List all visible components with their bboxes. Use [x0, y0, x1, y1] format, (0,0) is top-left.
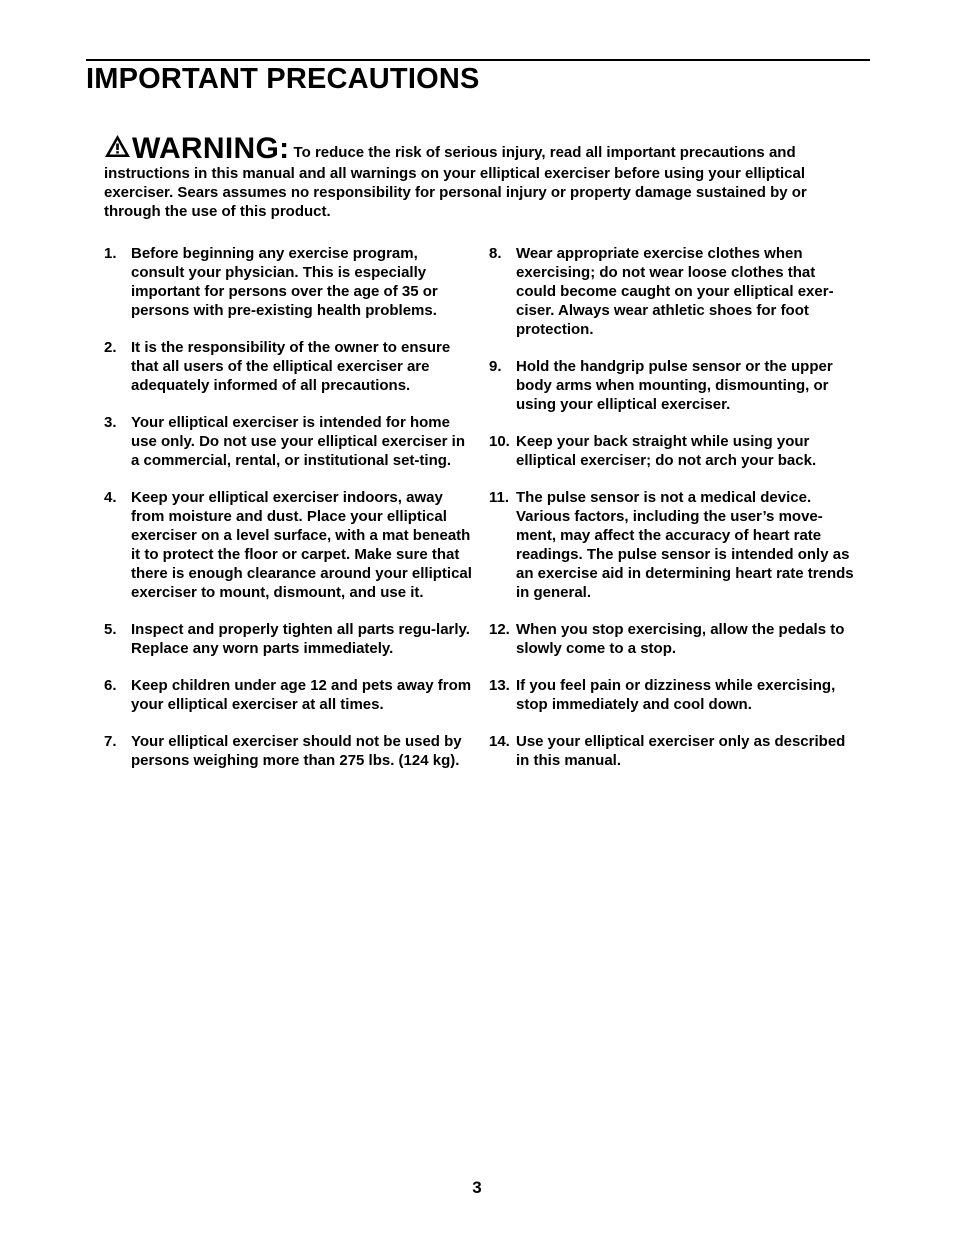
warning-text: To reduce the risk of serious injury, read all important precautions and instructions in this manual and all warnings on your elliptical exerciser before using your elliptical exerciser. Sears assumes no responsibility for personal injury or property damage sustained by or through the use of this product. [104, 144, 807, 220]
precaution-text: When you stop exercising, allow the pedals to slowly come to a stop. [516, 621, 845, 657]
precaution-item [489, 732, 859, 770]
page-title: IMPORTANT PRECAUTIONS [86, 63, 480, 95]
page-number: 3 [472, 1178, 482, 1197]
precaution-text: Keep your back straight while using your elliptical exerciser; do not arch your back. [516, 433, 817, 469]
precaution-number: 9. [489, 358, 502, 375]
precaution-item [489, 620, 859, 658]
precaution-number: 4. [104, 489, 117, 506]
precaution-text: Your elliptical exerciser is intended for home use only. Do not use your elliptical exerciser in a commercial, rental, or institutional set-ting. [131, 414, 465, 469]
precautions-left-column [104, 244, 474, 788]
precaution-item [104, 244, 474, 320]
precaution-item [104, 620, 474, 658]
precaution-item [104, 338, 474, 395]
precaution-text: Before beginning any exercise program, consult your physician. This is especially important for persons over the age of 35 or persons with pre-existing health problems. [131, 245, 438, 319]
warning-label: WARNING: [132, 132, 290, 165]
precaution-number: 3. [104, 414, 117, 431]
precaution-text: Use your elliptical exerciser only as described in this manual. [516, 733, 846, 769]
precaution-number: 12. [489, 621, 510, 638]
precaution-item [489, 357, 859, 414]
precautions-right-column [489, 244, 859, 788]
precaution-item [104, 676, 474, 714]
precaution-item [104, 732, 474, 770]
precaution-text: Your elliptical exerciser should not be used by persons weighing more than 275 lbs. (124 kg). [131, 733, 462, 769]
precaution-number: 14. [489, 733, 510, 750]
warning-triangle-icon [104, 134, 131, 158]
header-rule [86, 59, 870, 61]
precaution-number: 13. [489, 677, 510, 694]
precaution-number: 5. [104, 621, 117, 638]
precaution-text: Inspect and properly tighten all parts regu-larly. Replace any worn parts immediately. [131, 621, 470, 657]
precaution-text: Wear appropriate exercise clothes when exercising; do not wear loose clothes that could become caught on your elliptical exer-ciser. Always wear athletic shoes for foot protection. [516, 245, 834, 338]
warning-block [104, 134, 854, 221]
precaution-item [489, 676, 859, 714]
precaution-number: 2. [104, 339, 117, 356]
precaution-text: Keep your elliptical exerciser indoors, away from moisture and dust. Place your elliptical exerciser on a level surface, with a mat beneath it to protect the floor or carpet. Make sure that there is enough clearance around your elliptical exerciser to mount, dismount, and use it. [131, 489, 472, 601]
precaution-text: If you feel pain or dizziness while exercising, stop immediately and cool down. [516, 677, 836, 713]
precaution-number: 7. [104, 733, 117, 750]
precaution-item [489, 432, 859, 470]
precaution-number: 1. [104, 245, 117, 262]
precaution-text: It is the responsibility of the owner to ensure that all users of the elliptical exerciser are adequately informed of all precautions. [131, 339, 451, 394]
precaution-text: The pulse sensor is not a medical device. Various factors, including the user’s move-ment, may affect the accuracy of heart rate readings. The pulse sensor is intended only as an exercise aid in determining heart rate trends in general. [516, 489, 854, 601]
precaution-number: 10. [489, 433, 510, 450]
precaution-number: 11. [489, 489, 510, 506]
precaution-number: 8. [489, 245, 502, 262]
precaution-item [489, 244, 859, 339]
precaution-number: 6. [104, 677, 117, 694]
precaution-item [489, 488, 859, 602]
precaution-text: Hold the handgrip pulse sensor or the upper body arms when mounting, dismounting, or using your elliptical exerciser. [516, 358, 833, 413]
precaution-text: Keep children under age 12 and pets away from your elliptical exerciser at all times. [131, 677, 472, 713]
precaution-item [104, 488, 474, 602]
precaution-item [104, 413, 474, 470]
